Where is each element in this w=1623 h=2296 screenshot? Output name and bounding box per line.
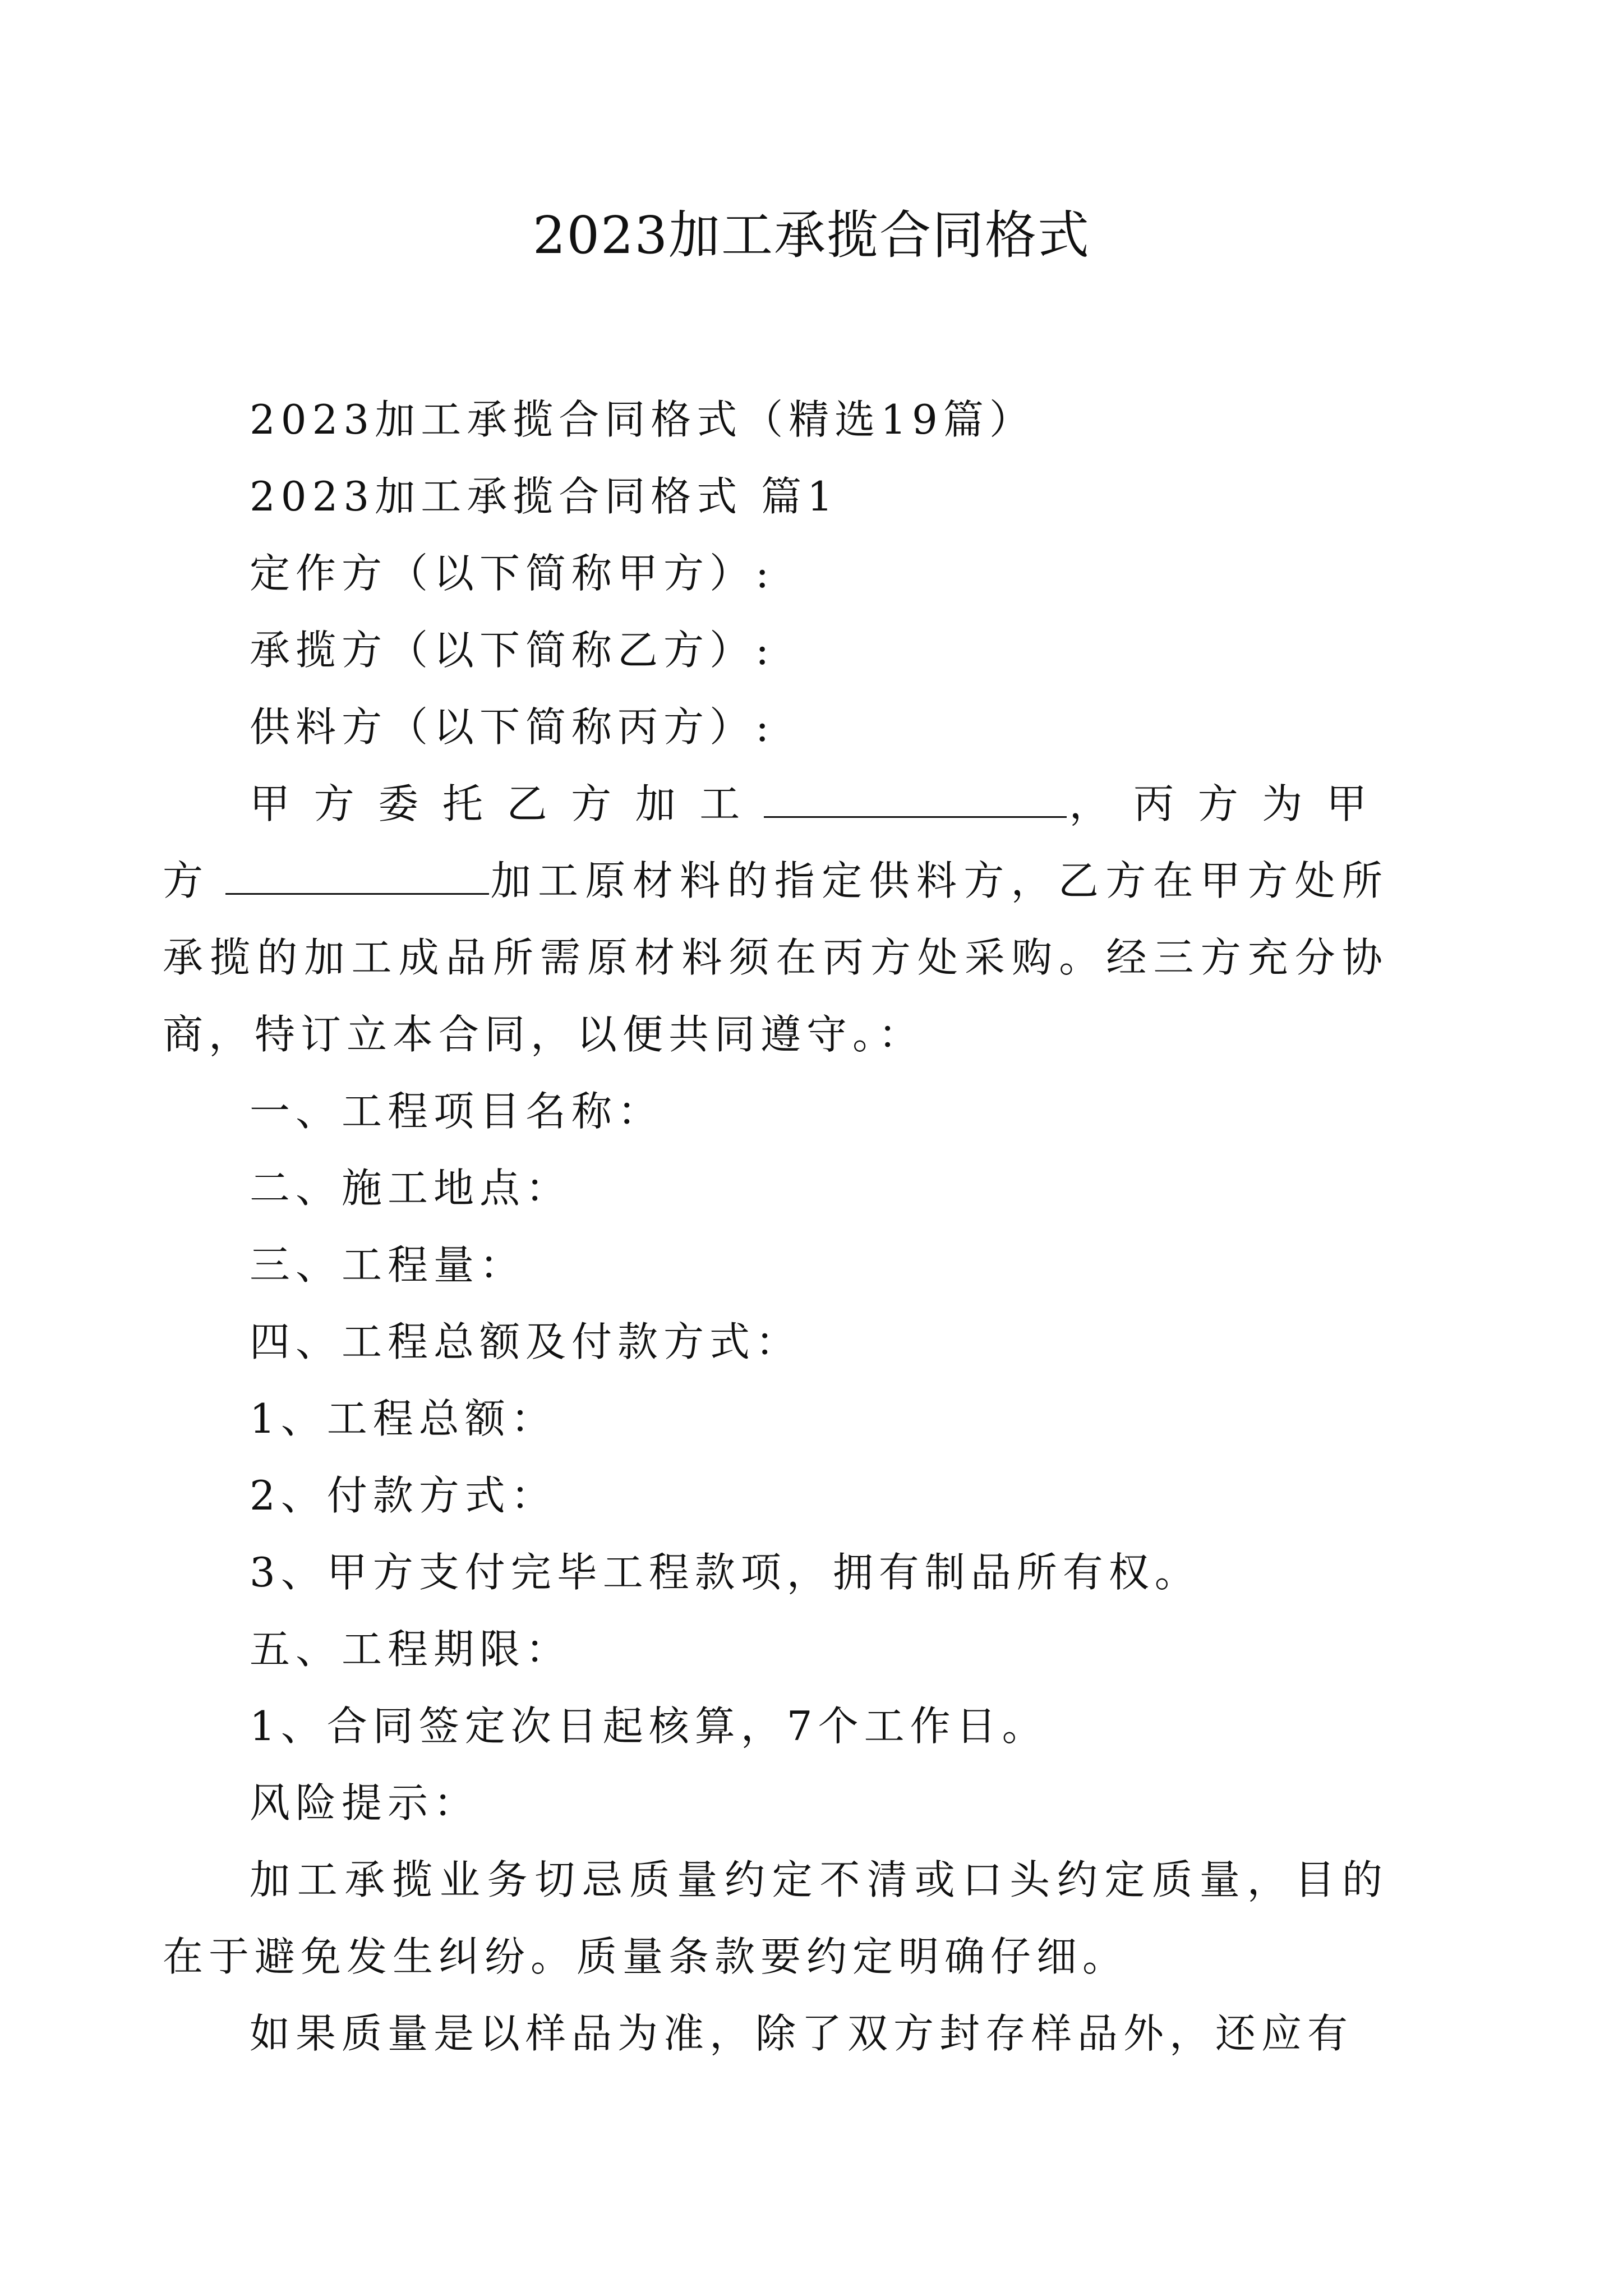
item-payment-method: 2、付款方式： <box>250 1472 557 1519</box>
risk-heading: 风险提示： <box>250 1779 480 1826</box>
item-total-amount: 1、工程总额： <box>250 1395 557 1442</box>
blank-field-product[interactable] <box>764 770 1067 818</box>
intro-text-3: 加工原材料的指定供料方，乙方在甲方处所承揽的加工成品所需原材料须在丙方处采购。经三方充分协商，特订立本合同，以便共同遵守。： <box>163 857 1388 1058</box>
risk-paragraph: 加工承揽业务切忌质量约定不清或口头约定质量，目的在于避免发生纠纷。质量条款要约定明确仔细。 <box>163 1856 1388 1980</box>
item-total-payment: 四、工程总额及付款方式： <box>250 1318 802 1365</box>
item-quantity: 三、工程量： <box>250 1241 526 1289</box>
party-a-line: 定作方（以下简称甲方）: <box>250 550 775 597</box>
item-term: 五、工程期限： <box>250 1626 572 1673</box>
subtitle-line: 2023加工承揽合同格式（精选19篇） <box>250 396 1035 443</box>
intro-text-2: ，丙方为甲方 <box>163 780 1388 904</box>
item-site: 二、施工地点： <box>250 1165 572 1212</box>
intro-paragraph <box>163 766 1388 1073</box>
item-ownership: 3、甲方支付完毕工程款项，拥有制品所有权。 <box>250 1549 1201 1596</box>
party-c-line: 供料方（以下简称丙方）: <box>250 703 775 751</box>
blank-field-material[interactable] <box>225 847 489 895</box>
item-term-days: 1、合同签定次日起核算，7个工作日。 <box>250 1703 1048 1750</box>
document-body <box>163 381 1388 2072</box>
sample-paragraph: 如果质量是以样品为准，除了双方封存样品外，还应有 <box>250 2010 1354 2057</box>
section-heading: 2023加工承揽合同格式 篇1 <box>250 473 838 520</box>
document-title: 2023加工承揽合同格式 <box>532 205 1091 265</box>
item-project-name: 一、工程项目名称： <box>250 1088 664 1135</box>
party-b-line: 承揽方（以下简称乙方）: <box>250 627 775 674</box>
intro-text-1: 甲方委托乙方加工 <box>250 780 764 827</box>
